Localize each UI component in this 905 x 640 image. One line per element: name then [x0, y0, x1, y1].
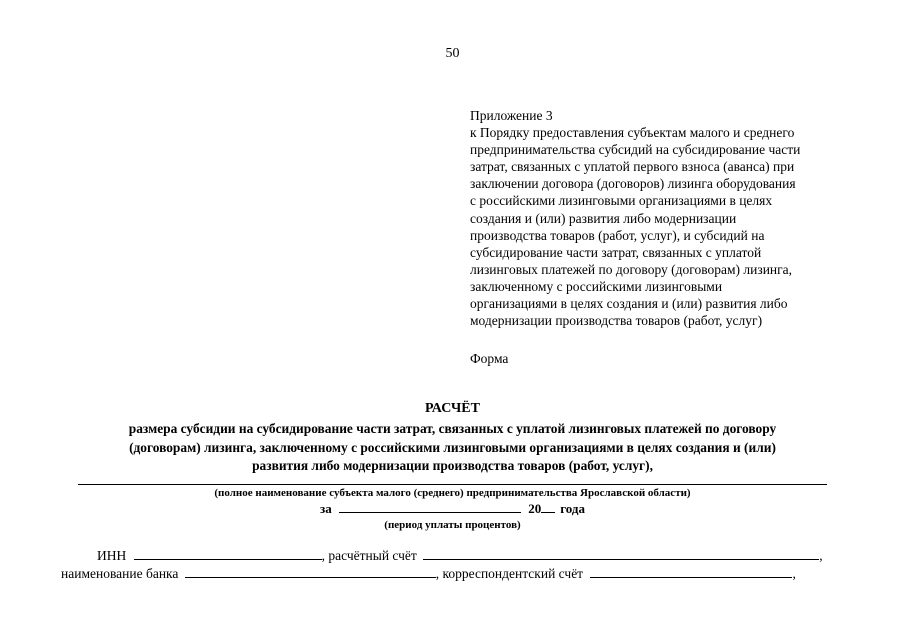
- account-blank: [423, 548, 819, 560]
- period-blank: [339, 500, 521, 513]
- subtitle-line: развития либо модернизации производства товаров (работ, услуг),: [252, 458, 653, 473]
- appendix-line: с российскими лизинговыми организациями в целях: [470, 193, 773, 209]
- line-end: ,: [792, 566, 796, 581]
- appendix-line: модернизации производства товаров (работ, услуг): [470, 313, 763, 329]
- account-label: , расчётный счёт: [321, 548, 417, 563]
- appendix-line: к Порядку предоставления субъектам малого и среднего: [470, 125, 795, 141]
- appendix-line: затрат, связанных с уплатой первого взноса (аванса) при: [470, 159, 795, 175]
- appendix-line: заключении договора (договоров) лизинга оборудования: [470, 176, 796, 192]
- entity-name-line: [78, 484, 827, 485]
- page-number: 50: [445, 46, 460, 61]
- appendix-line: лизинговых платежей по договору (договорам) лизинга,: [470, 261, 793, 277]
- appendix-line: предпринимательства субсидий на субсидирование части: [470, 142, 801, 158]
- form-label: Форма: [470, 351, 509, 366]
- bank-row: [61, 566, 796, 582]
- inn-label: ИНН: [97, 548, 127, 563]
- appendix-line: субсидирование части затрат, связанных с уплатой: [470, 244, 762, 260]
- entity-caption: (полное наименование субъекта малого (среднего) предпринимательства Ярославской области): [214, 487, 691, 499]
- period-suffix: года: [560, 501, 585, 516]
- period-year-prefix: 20: [528, 501, 542, 516]
- appendix-line: организациями в целях создания и (или) развития либо: [470, 296, 788, 312]
- document-subtitle: [0, 420, 905, 476]
- appendix-line: заключенному с российскими лизинговыми: [470, 278, 723, 294]
- corr-account-label: , корреспондентский счёт: [435, 566, 584, 581]
- appendix-line: Приложение 3: [470, 108, 553, 123]
- period-prefix: за: [319, 501, 332, 516]
- subtitle-line: размера субсидии на субсидирование части затрат, связанных с уплатой лизинговых платежей по договору: [128, 421, 777, 436]
- bank-label: наименование банка: [61, 566, 179, 581]
- bank-blank: [185, 566, 436, 578]
- subtitle-line: (договорам) лизинга, заключенному с российскими лизинговыми организациями в целях создания и (или): [129, 439, 776, 455]
- period-row: [0, 500, 905, 517]
- appendix-block: [470, 107, 890, 329]
- inn-account-row: [97, 548, 823, 564]
- corr-account-blank: [590, 566, 792, 578]
- appendix-line: производства товаров (работ, услуг), и субсидий на: [470, 227, 765, 243]
- document-title: РАСЧЁТ: [425, 401, 480, 416]
- line-end: ,: [819, 548, 823, 563]
- period-caption: (период уплаты процентов): [384, 519, 521, 531]
- inn-blank: [134, 548, 322, 560]
- year-blank: [541, 500, 555, 513]
- appendix-line: создания и (или) развития либо модернизации: [470, 210, 737, 226]
